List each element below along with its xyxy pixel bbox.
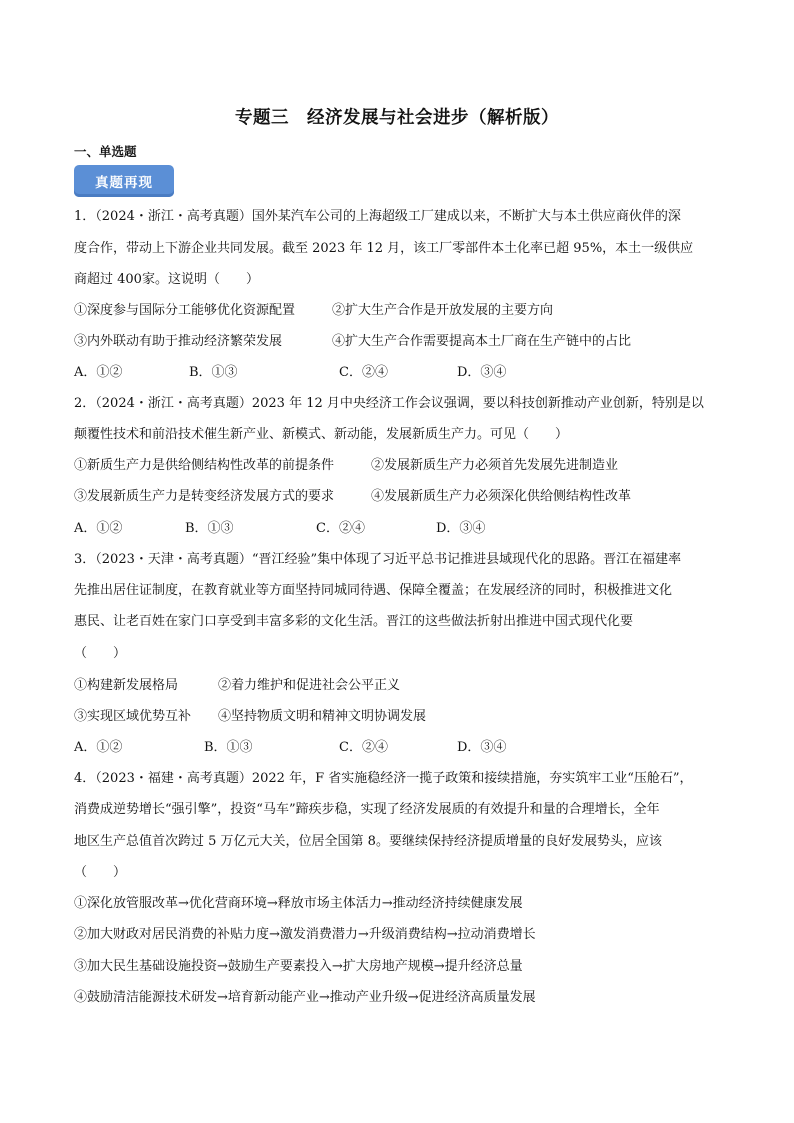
q4-stem-line-4: （ ） [74,865,127,880]
q3-choices [74,739,506,757]
q1-stem-line-1: 1．（2024・浙江・高考真题）国外某汽车公司的上海超级工厂建成以来，不断扩大与本土供应商伙伴的深 [74,209,681,224]
q1-choice-d[interactable]: D．③④ [457,365,507,380]
q3-statement-2: ②着力维护和促进社会公平正义 [218,678,401,693]
q3-statements-row-2 [74,708,426,726]
q1-statements-row-2 [74,333,631,351]
q3-stem-line-2: 先推出居住证制度，在教育就业等方面坚持同城同待遇、保障全覆盖；在发展经济的同时，积极推进文化 [74,583,673,598]
q1-stem-line-3: 商超过 400家。这说明（ ） [74,272,259,287]
q4-stem-line-1: 4．（2023・福建・高考真题）2022 年，F 省实施稳经济一揽子政策和接续措施，夯实筑牢工业“压舱石”， [74,771,693,786]
q3-choice-a[interactable]: A．①② [74,740,123,755]
q2-statement-4: ④发展新质生产力必须深化供给侧结构性改革 [371,489,632,504]
q4-statement-4: ④鼓励清洁能源技术研发→培育新动能产业→推动产业升级→促进经济高质量发展 [74,990,536,1005]
q3-choice-b[interactable]: B．①③ [204,740,253,755]
q2-stem-line-1: 2．（2024・浙江・高考真题）2023 年 12 月中央经济工作会议强调，要以科技创新推动产业创新，特别是以 [74,396,704,411]
q2-stem-line-2: 颠覆性技术和前沿技术催生新产业、新模式、新动能，发展新质生产力。可见（ ） [74,427,569,442]
q2-statement-3: ③发展新质生产力是转变经济发展方式的要求 [74,489,335,504]
q2-choice-c[interactable]: C．②④ [316,521,365,536]
q1-stem-line-2: 度合作，带动上下游企业共同发展。截至 2023 年 12 月，该工厂零部件本土化率已超 95%，本土一级供应 [74,241,694,256]
q3-choice-d[interactable]: D．③④ [457,740,507,755]
section-heading: 一、单选题 [74,144,137,159]
q4-stem-line-2: 消费成逆势增长“强引擎”，投资“马车”蹄疾步稳，实现了经济发展质的有效提升和量的合理增长，全年 [74,802,660,817]
q1-choices [74,364,506,382]
q2-statement-2: ②发展新质生产力必须首先发展先进制造业 [371,458,619,473]
q3-stem-line-4: （ ） [74,646,127,661]
q3-stem-line-1: 3．（2023・天津・高考真题）“晋江经验”集中体现了习近平总书记推进县域现代化的思路。晋江在福建率 [74,552,682,567]
q4-statement-2: ②加大财政对居民消费的补贴力度→激发消费潜力→升级消费结构→拉动消费增长 [74,927,536,942]
q1-choice-b[interactable]: B．①③ [189,365,238,380]
q3-statement-1: ①构建新发展格局 [74,678,179,693]
q1-statement-3: ③内外联动有助于推动经济繁荣发展 [74,334,283,349]
page-title: 专题三 经济发展与社会进步（解析版） [235,108,559,128]
q2-choice-a[interactable]: A．①② [74,521,123,536]
q3-statements-row-1 [74,677,400,695]
q2-statements-row-2 [74,488,631,506]
q3-stem-line-3: 惠民、让老百姓在家门口享受到丰富多彩的文化生活。晋江的这些做法折射出推进中国式现代化要 [74,614,634,629]
section-badge: 真题再现 [74,165,174,197]
q3-statement-3: ③实现区域优势互补 [74,709,192,724]
q2-statement-1: ①新质生产力是供给侧结构性改革的前提条件 [74,458,335,473]
q2-choice-d[interactable]: D．③④ [436,521,486,536]
q4-stem-line-3: 地区生产总值首次跨过 5 万亿元大关，位居全国第 8。要继续保持经济提质增量的良好发展势头，应该 [74,834,662,849]
q1-statements-row-1 [74,302,553,320]
q1-statement-4: ④扩大生产合作需要提高本土厂商在生产链中的占比 [332,334,632,349]
q1-statement-2: ②扩大生产合作是开放发展的主要方向 [332,303,554,318]
q1-statement-1: ①深度参与国际分工能够优化资源配置 [74,303,296,318]
q1-choice-c[interactable]: C．②④ [339,365,388,380]
q2-choice-b[interactable]: B．①③ [185,521,234,536]
q4-statement-3: ③加大民生基础设施投资→鼓励生产要素投入→扩大房地产规模→提升经济总量 [74,959,523,974]
q2-statements-row-1 [74,457,618,475]
q1-choice-a[interactable]: A．①② [74,365,123,380]
q3-choice-c[interactable]: C．②④ [339,740,388,755]
q4-statement-1: ①深化放管服改革→优化营商环境→释放市场主体活力→推动经济持续健康发展 [74,896,523,911]
q3-statement-4: ④坚持物质文明和精神文明协调发展 [218,709,427,724]
q2-choices [74,520,485,538]
